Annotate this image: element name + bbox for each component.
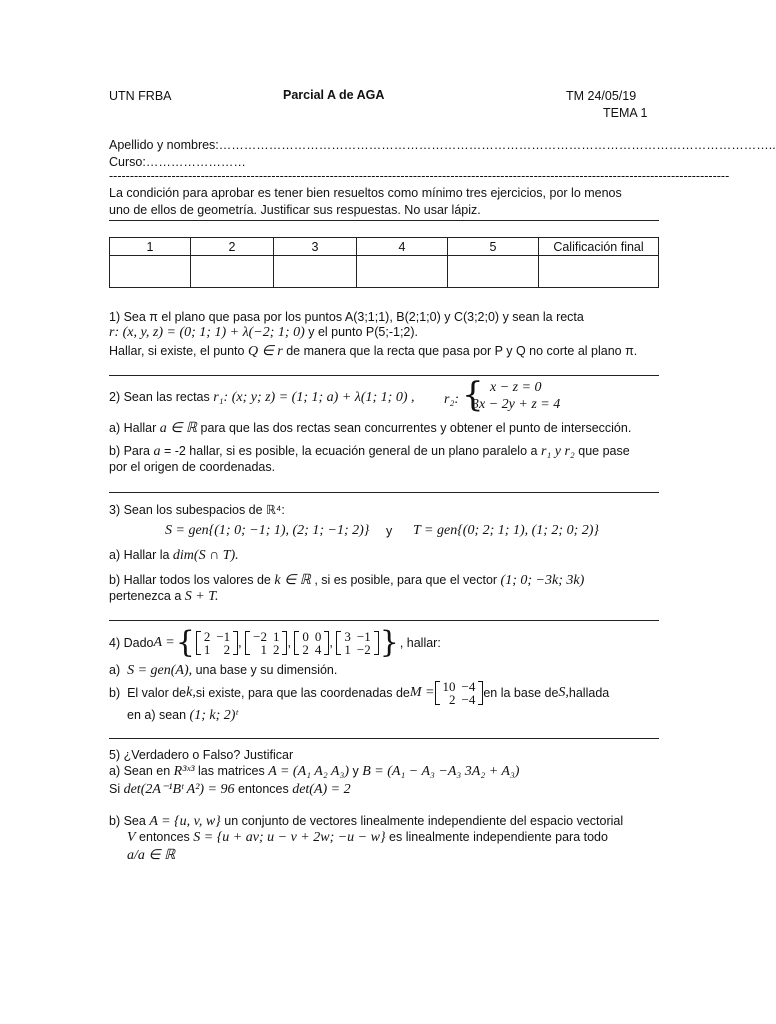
matrix-entry: 2	[223, 642, 231, 657]
ex4-b-text2: si existe, para que las coordenadas de	[195, 686, 410, 700]
ex3-a	[109, 548, 239, 564]
ex1-line-3a: Hallar, si existe, el punto	[109, 344, 248, 358]
ex3-subspace-s: S = gen{(1; 0; −1; 1), (2; 1; −1; 2)}	[165, 523, 370, 538]
matrix-separator: ,	[238, 635, 246, 650]
grade-header-5: 5	[448, 238, 539, 256]
ex3-a-text: a) Hallar la	[109, 548, 173, 562]
instructions-line-1: La condición para aprobar es tener bien resueltos como mínimo tres ejercicios, por lo menos	[109, 186, 622, 200]
ex1-line-3	[109, 343, 637, 360]
ex2-a-math: a ∈ ℝ	[159, 421, 198, 436]
ex5-a-line2-math1: det(2A⁻¹Bᵗ A²) = 96	[123, 782, 235, 797]
ex2-a-text2: para que las dos rectas sean concurrentes y obtener el punto de intersección.	[197, 421, 632, 435]
ex2-r1-math: r₁: (x; y; z) = (1; 1; a) + λ(1; 1; 0) ,	[213, 390, 415, 405]
ex4-b-label: b)	[109, 686, 121, 700]
ex4-a-text: una base y su dimensión.	[192, 663, 338, 677]
ex1-line-3b: de manera que la recta que pasa por P y Q no corte al plano π.	[282, 344, 638, 358]
ex3-b	[109, 572, 584, 589]
matrix-entry: 2	[203, 629, 211, 644]
ex3-b-text1: b) Hallar todos los valores de	[109, 573, 275, 587]
ex2-b-math1: a	[153, 444, 161, 459]
ex5-b-line2a: entonces	[135, 830, 194, 844]
ex3-subspace-t: T = gen{(0; 2; 1; 1), (1; 2; 0; 2)}	[413, 523, 600, 538]
grade-header-2: 2	[191, 238, 274, 256]
ex5-b-line2b: es linealmente independiente para todo	[385, 830, 608, 844]
instructions-line-2: uno de ellos de geometría. Justificar sus respuestas. No usar lápiz.	[109, 203, 481, 217]
grade-cell-2	[191, 256, 274, 288]
matrix-entry: 2	[302, 642, 309, 657]
ex2-system-brace: {	[462, 375, 484, 415]
matrix-entry: 1	[260, 642, 267, 657]
institution: UTN FRBA	[109, 89, 172, 103]
ex2-b	[109, 444, 630, 460]
matrix-entry: 0	[302, 629, 309, 644]
ex5-a-math3: B = (A₁ − A₃ −A₃ 3A₂ + A₃)	[362, 764, 520, 779]
ex1-line-2	[109, 325, 418, 341]
matrix-entry: −2	[356, 642, 371, 657]
ex3-a-math: dim(S ∩ T).	[172, 548, 239, 563]
matrix-entry: 2	[449, 692, 456, 707]
ex3-conj-y: y	[386, 524, 393, 538]
ex3-b-line-2	[109, 589, 218, 605]
matrix-entry: 1	[344, 642, 351, 657]
ex5-b-text1: b) Sea	[109, 814, 150, 828]
ex2-a-text1: a) Hallar	[109, 421, 160, 435]
matrix-entry: 1	[203, 642, 211, 657]
ex4-a-math: S = gen(A),	[127, 663, 193, 678]
ex4-matrix-a4	[336, 630, 378, 656]
matrix-separator: ,	[287, 635, 295, 650]
matrix-entry: 2	[272, 642, 280, 657]
ex2-b-math2: r₁ y r₂	[540, 444, 575, 459]
ex2-b-text2: = -2 hallar, si es posible, la ecuación general de un plano paralelo a	[160, 444, 541, 458]
ex5-a-text2: las matrices	[194, 764, 269, 778]
ex3-b-line2-text: pertenezca a	[109, 589, 185, 603]
matrix-entry: 1	[272, 629, 280, 644]
exam-date: TM 24/05/19	[566, 89, 637, 103]
ex4-intro-text: 4) Dado	[109, 636, 154, 650]
ex5-b-line-2	[127, 830, 608, 846]
ex2-r2-eq2: 3x − 2y + z = 4	[472, 397, 561, 412]
ex4-matrix-list	[196, 630, 379, 656]
ex5-b	[109, 814, 623, 830]
ex5-b-line-3: a/a ∈ ℝ	[127, 848, 176, 863]
ex5-b-line2-math2: S = {u + av; u − v + 2w; −u − w}	[193, 830, 386, 845]
ex5-a-math2: A = (A₁ A₂ A₃)	[268, 764, 350, 779]
ex4-b-line-2	[127, 708, 238, 724]
matrix-entry: −2	[253, 629, 267, 644]
ex2-r2-label: r₂:	[444, 392, 459, 407]
section-divider	[109, 220, 659, 221]
grade-cell-final	[539, 256, 659, 288]
dash-separator: -----------------------------------------------------------------------------------------------------------------------------------------------------	[109, 169, 730, 183]
ex5-a-text3: y	[349, 764, 363, 778]
ex3-b-math1: k ∈ ℝ	[274, 573, 311, 588]
ex1-q-math: Q ∈ r	[247, 344, 283, 359]
grade-cell-3	[274, 256, 357, 288]
ex5-a-line-2	[109, 781, 351, 798]
ex2-b-text3: que pase	[574, 444, 630, 458]
ex3-b-math2: (1; 0; −3k; 3k)	[500, 573, 585, 588]
ex4-m-label: M =	[409, 685, 435, 700]
ex4-matrix-a3	[294, 630, 329, 656]
ex4-matrix-m	[435, 680, 484, 706]
matrix-entry: −1	[356, 629, 371, 644]
ex4-set-open-brace: {	[175, 625, 195, 660]
ex4-b-math2: S,	[558, 685, 569, 700]
ex5-a-text1: a) Sean en	[109, 764, 174, 778]
grade-table	[109, 237, 659, 288]
ex2-intro	[109, 390, 414, 406]
ex5-a	[109, 764, 519, 780]
ex2-r2-eq1: x − z = 0	[490, 380, 542, 395]
matrix-entry: 3	[344, 629, 351, 644]
section-divider	[109, 620, 659, 621]
ex4-intro	[109, 626, 441, 660]
ex2-a	[109, 420, 631, 437]
section-divider	[109, 375, 659, 376]
matrix-entry: 10	[442, 679, 456, 694]
ex4-a-label-text: a)	[109, 663, 121, 677]
matrix-entry: 4	[314, 642, 322, 657]
ex4-b-line2-text: en a) sean	[127, 708, 190, 722]
grade-cell-4	[357, 256, 448, 288]
ex2-b-text1: b) Para	[109, 444, 154, 458]
ex4-a-label: A =	[153, 635, 175, 650]
ex5-b-line2-math1: V	[127, 830, 136, 845]
ex4-matrix-a2	[245, 630, 287, 656]
matrix-entry: −4	[461, 679, 476, 694]
section-divider	[109, 738, 659, 739]
ex1-point-p: y el punto P(5;-1;2).	[304, 325, 419, 339]
grade-cell-5	[448, 256, 539, 288]
matrix-separator: ,	[329, 635, 337, 650]
ex4-b-text3: en la base de	[483, 686, 559, 700]
ex4-b-text4: hallada	[568, 686, 610, 700]
exam-tema: TEMA 1	[603, 106, 648, 120]
ex5-intro: 5) ¿Verdadero o Falso? Justificar	[109, 748, 294, 762]
ex5-a-line2a: Si	[109, 782, 124, 796]
course-field-line: Curso:……………………	[109, 155, 246, 169]
ex4-matrix-a1	[196, 630, 238, 656]
ex2-b-line-2: por el origen de coordenadas.	[109, 460, 276, 474]
ex3-b-math3: S + T.	[184, 589, 219, 604]
ex4-matrix-m-body	[435, 680, 484, 706]
grade-header-1: 1	[110, 238, 191, 256]
ex5-a-line2b: entonces	[234, 782, 293, 796]
exam-title: Parcial A de AGA	[283, 88, 385, 102]
ex3-b-text2: , si es posible, para que el vector	[310, 573, 501, 587]
ex1-line-1: 1) Sea π el plano que pasa por los puntos A(3;1;1), B(2;1;0) y C(3;2;0) y sean la recta	[109, 310, 584, 324]
matrix-entry: −1	[216, 629, 231, 644]
ex4-set-close-brace: }	[379, 625, 399, 660]
ex4-hallar: , hallar:	[399, 636, 441, 650]
ex4-b	[109, 676, 609, 710]
ex5-a-math1: R³ˣ³	[173, 764, 195, 779]
grade-cell-1	[110, 256, 191, 288]
matrix-entry: 0	[314, 629, 322, 644]
ex4-b-text1: El valor de	[127, 686, 187, 700]
ex2-intro-text: 2) Sean las rectas	[109, 390, 214, 404]
ex1-line-math: r: (x, y, z) = (0; 1; 1) + λ(−2; 1; 0)	[109, 325, 305, 340]
ex4-b-math3: (1; k; 2)ᵗ	[189, 708, 238, 723]
ex5-b-math1: A = {u, v, w}	[149, 814, 221, 829]
section-divider	[109, 492, 659, 493]
ex5-a-line2-math2: det(A) = 2	[292, 782, 351, 797]
ex4-b-math1: k,	[186, 685, 196, 700]
ex3-intro: 3) Sean los subespacios de ℝ⁴:	[109, 503, 285, 517]
grade-header-3: 3	[274, 238, 357, 256]
grade-header-4: 4	[357, 238, 448, 256]
ex5-b-text2: un conjunto de vectores linealmente independiente del espacio vectorial	[220, 814, 624, 828]
grade-header-final: Calificación final	[539, 238, 659, 256]
matrix-entry: −4	[461, 692, 476, 707]
name-field-line: Apellido y nombres:……………………………………………………………………………………………………………………..	[109, 138, 776, 152]
